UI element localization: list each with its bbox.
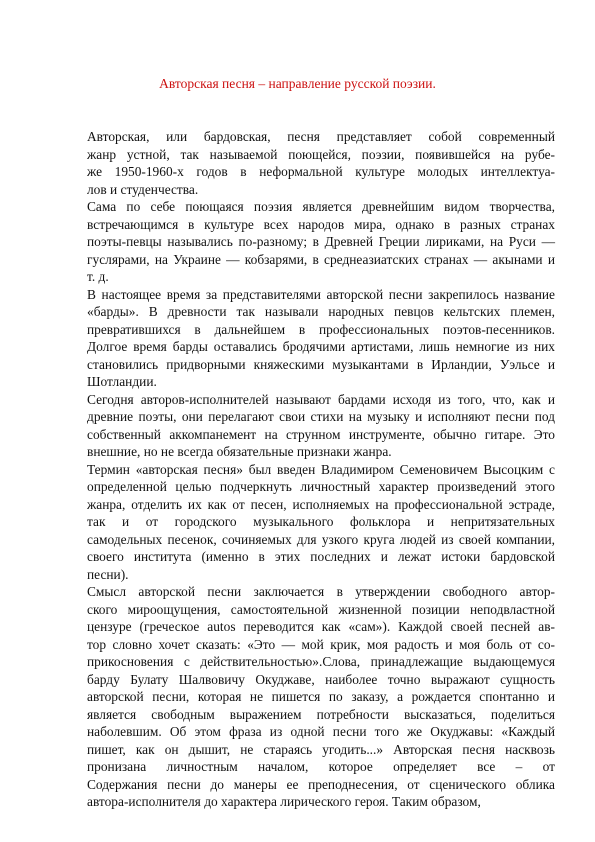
text-line: так и от городского музыкального фольклора и непритязательных: [87, 514, 555, 529]
text-line: определенной целью подчеркнуть личностный характер произведений этого: [87, 479, 555, 494]
text-line: Сама по себе поющаяся поэзия является древнейшим видом творчества,: [87, 199, 555, 214]
text-line: тор словно хочет сказать: «Это — мой крик, моя радость и моя боль от со-: [87, 636, 555, 652]
text-line: собственный аккомпанемент на струнном инструменте, обычно гитаре. Это: [87, 426, 555, 442]
text-line: поэты-певцы назывались по-разному; в Древней Греции лириками, на Руси —: [87, 234, 555, 249]
text-line: автора-исполнителя до характера лирического героя. Таким образом,: [87, 794, 481, 809]
text-line: внешние, но не всегда обязательные признаки жанра.: [87, 444, 392, 459]
paragraph: [87, 583, 555, 811]
text-line: пронизана личностным началом, которое определяет все – от: [87, 759, 555, 774]
text-line: прикосновения с действительностью».Слова, принадлежащие выдающемуся: [87, 654, 555, 669]
text-line: Авторская, или бардовская, песня представляет собой современный: [87, 129, 555, 144]
text-line: древние поэты, они перелагают свои стихи на музыку и исполняют песни под: [87, 409, 555, 424]
text-line: становились придворными княжескими музыкантами в Ирландии, Уэльсе и: [87, 356, 555, 372]
text-line: В настоящее время за представителями авторской песни закрепилось название: [87, 286, 555, 302]
paragraph: [87, 198, 555, 286]
text-line: песни).: [87, 566, 129, 582]
text-line: лов и студенчества.: [87, 181, 199, 197]
paragraph: [87, 286, 555, 391]
text-line: превратившихся в дальнейшем в профессиональных поэтов-песенников.: [87, 321, 555, 337]
paragraph: [87, 128, 555, 198]
text-line: Сегодня авторов-исполнителей называют бардами исходя из того, что, как и: [87, 391, 555, 407]
text-line: Термин «авторская песня» был введен Владимиром Семеновичем Высоцким с: [87, 461, 555, 477]
text-line: цензуре (греческое autos переводится как «сам»). Каждой своей песней ав-: [87, 619, 555, 634]
paragraph: [87, 461, 555, 584]
text-line: барду Булату Шалвовичу Окуджаве, наиболее точно выражают сущность: [87, 671, 555, 687]
text-line: жанра, отделить их как от песен, исполняемых на профессиональной эстраде,: [87, 496, 555, 512]
text-line: своего института (именно в этих последних и лежат истоки бардовской: [87, 549, 555, 564]
text-line: Шотландии.: [87, 374, 157, 389]
text-line: пишет, как он дышит, не стараясь угодить...» Авторская песня насквозь: [87, 741, 555, 757]
text-line: авторской песни, которая не пишется по заказу, а рождается спонтанно и: [87, 689, 555, 704]
text-line: наболевшим. Об этом фраза из одной песни того же Окуджавы: «Каждый: [87, 724, 555, 739]
text-line: Долгое время барды оставались бродячими артистами, лишь немногие из них: [87, 339, 555, 354]
text-line: же 1950-1960-х годов в неформальной культуре молодых интеллектуа-: [87, 164, 555, 179]
text-line: встречающимся в культуре всех народов мира, однако в разных странах: [87, 216, 555, 232]
document-title: Авторская песня – направление русской поэзии.: [159, 76, 436, 91]
text-line: т. д.: [87, 269, 109, 284]
text-line: ского мироощущения, самостоятельной жизненной позиции неподвластной: [87, 601, 555, 617]
text-line: является свободным выражением потребности высказаться, поделиться: [87, 706, 555, 722]
text-line: гуслярами, на Украине — кобзарями, в среднеазиатских странах — акынами и: [87, 251, 555, 267]
paragraph: [87, 391, 555, 461]
text-line: самодельных песенок, сочиняемых для узкого круга людей из своей компании,: [87, 531, 555, 547]
text-line: жанр устной, так называемой поющейся, поэзии, появившейся на рубе-: [87, 146, 555, 162]
text-line: «барды». В древности так называли народных певцов кельтских племен,: [87, 304, 555, 319]
document-body: [87, 128, 555, 811]
text-line: Содержания песни до манеры ее преподнесения, от сценического облика: [87, 776, 555, 792]
text-line: Смысл авторской песни заключается в утверждении свободного автор-: [87, 584, 555, 599]
